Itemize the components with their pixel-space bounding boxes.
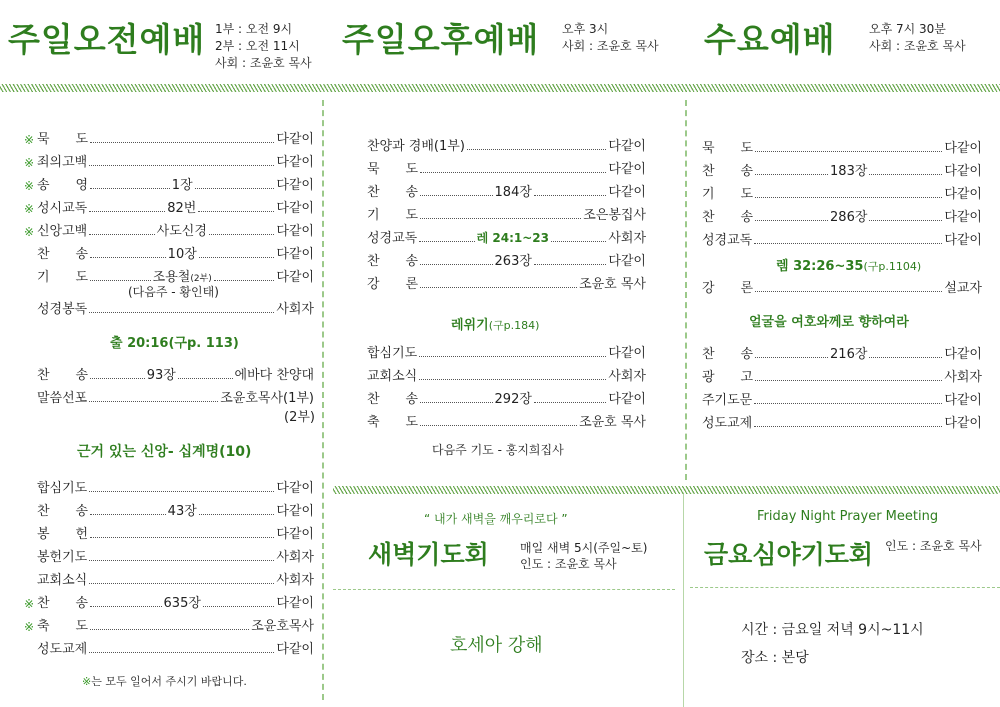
order-leader: 조윤호 목사 <box>579 415 646 430</box>
order-leader: 사회자 <box>276 573 314 588</box>
leader-dots <box>419 241 474 242</box>
order-row <box>24 170 314 193</box>
order-leader: 다같이 <box>276 504 315 519</box>
stand-mark: ※ <box>24 156 35 170</box>
order-row <box>24 294 314 317</box>
friday-prayer-english: Friday Night Prayer Meeting <box>757 509 939 524</box>
scripture-reading-row <box>24 294 314 317</box>
wednesday-scripture <box>776 255 921 274</box>
leader-dots <box>869 174 942 175</box>
leader-dots <box>209 234 274 235</box>
order-leader: 다같이 <box>944 164 982 179</box>
leader-dots <box>89 401 218 402</box>
order-label: 합심기도 <box>37 481 88 496</box>
leader-dots <box>89 234 154 235</box>
leader-dots <box>199 257 275 258</box>
leader-dots <box>89 560 274 561</box>
dawn-prayer-info-line: 인도 : 조윤호 목사 <box>520 557 617 571</box>
stand-mark: ※ <box>24 225 35 239</box>
leader-dots <box>89 491 274 492</box>
order-leader: 다같이 <box>276 247 315 262</box>
order-leader: 다같이 <box>608 346 646 361</box>
order-row <box>702 385 982 408</box>
order-row <box>702 156 982 179</box>
order-label: 광 고 <box>702 370 754 385</box>
order-leader: 조윤호목사 <box>251 619 314 634</box>
wednesday-info-line: 사회 : 조윤호 목사 <box>869 39 966 53</box>
leader-dots <box>419 356 606 357</box>
order-leader: 다같이 <box>944 393 982 408</box>
order-label: 성도교제 <box>37 642 88 657</box>
order-row <box>702 273 982 296</box>
order-leader: 다같이 <box>276 201 314 216</box>
order-label: 찬 송 <box>367 392 419 407</box>
order-label: 기 도 <box>37 270 89 285</box>
stand-mark: ※ <box>24 597 35 611</box>
order-label: 기 도 <box>367 208 419 223</box>
leader-dots <box>90 142 274 143</box>
order-row <box>702 202 982 225</box>
order-leader: 다같이 <box>276 132 314 147</box>
order-label: 성도교제 <box>702 416 753 431</box>
order-label: 축 도 <box>367 415 419 430</box>
order-leader: 사회자 <box>608 231 647 246</box>
order-row <box>24 147 314 170</box>
dawn-prayer-info-line: 매일 새벽 5시(주일~토) <box>520 541 648 555</box>
order-label: 찬 송 <box>37 596 89 611</box>
order-leader: 사회자 <box>276 550 314 565</box>
prayer-section-hatch <box>333 486 1000 494</box>
order-row <box>24 383 314 406</box>
dawn-prayer-info <box>520 540 647 572</box>
scripture-page-ref: (구p.1104) <box>863 260 922 273</box>
order-detail: 286장 <box>830 210 868 225</box>
order-row <box>24 611 314 634</box>
order-row <box>367 384 646 407</box>
prayer-name: 조용철 <box>152 270 191 285</box>
order-detail: 292장 <box>494 392 532 407</box>
order-leader: 다같이 <box>944 187 982 202</box>
order-leader: 사회자 <box>608 369 646 384</box>
leader-dots <box>754 403 942 404</box>
order-leader: 다같이 <box>276 481 314 496</box>
wednesday-order <box>702 133 982 248</box>
sunday-afternoon-order-2 <box>367 338 646 430</box>
order-label: 찬 송 <box>702 164 754 179</box>
sunday-morning-info <box>215 21 312 72</box>
order-row <box>24 360 314 383</box>
order-detail: 사도신경 <box>156 224 207 239</box>
sunday-morning-info-line: 사회 : 조윤호 목사 <box>215 56 312 70</box>
order-leader: 다같이 <box>944 416 982 431</box>
order-row <box>367 154 646 177</box>
order-detail: 216장 <box>830 347 868 362</box>
order-row <box>702 133 982 156</box>
order-detail: 93장 <box>146 368 176 383</box>
leader-dots <box>420 172 606 173</box>
leader-dots <box>198 211 274 212</box>
order-row <box>24 565 314 588</box>
leader-dots <box>89 312 274 313</box>
order-label: 송 영 <box>37 178 89 193</box>
leader-dots <box>90 280 151 281</box>
sunday-morning-scripture: 출 20:16(구p. 113) <box>110 336 239 351</box>
order-label: 교회소식 <box>367 369 418 384</box>
leader-dots <box>90 537 274 538</box>
order-label: 찬양과 경배(1부) <box>367 139 465 154</box>
stand-mark: ※ <box>24 179 35 193</box>
order-leader: 다같이 <box>276 270 315 285</box>
dawn-prayer-title: 새벽기도회 <box>368 540 489 569</box>
order-row <box>367 200 646 223</box>
order-label: 합심기도 <box>367 346 418 361</box>
sunday-morning-sermon-title: 근거 있는 신앙- 십계명(10) <box>77 444 252 460</box>
order-leader: 다같이 <box>944 347 982 362</box>
order-detail: 82번 <box>167 201 197 216</box>
dawn-prayer-quote: “ 내가 새벽을 깨우리로다 ” <box>424 512 568 526</box>
leader-dots <box>755 357 828 358</box>
order-label: 묵 도 <box>702 141 754 156</box>
friday-prayer-time: 시간 : 금요일 저녁 9시~11시 <box>741 622 924 638</box>
order-row <box>367 177 646 200</box>
order-leader: 다같이 <box>944 233 982 248</box>
order-label: 찬 송 <box>702 210 754 225</box>
wednesday-title: 수요예배 <box>704 20 836 59</box>
order-detail: 43장 <box>167 504 197 519</box>
order-leader: 다같이 <box>944 210 982 225</box>
order-row <box>702 179 982 202</box>
order-label: 강 론 <box>367 277 419 292</box>
leader-dots <box>755 380 942 381</box>
leader-dots <box>534 402 606 403</box>
order-leader: 다같이 <box>276 596 314 611</box>
order-row <box>367 361 646 384</box>
order-row <box>24 588 314 611</box>
leader-dots <box>869 357 942 358</box>
order-row <box>702 225 982 248</box>
order-leader: 다같이 <box>608 162 646 177</box>
prayer-section-divider <box>683 494 684 707</box>
next-week-prayer: (다음주 - 황인태) <box>128 285 219 299</box>
leader-dots <box>203 606 274 607</box>
order-row <box>24 239 314 262</box>
order-row <box>24 496 314 519</box>
stand-mark: ※ <box>82 675 92 688</box>
leader-dots <box>420 195 492 196</box>
leader-dots <box>90 514 166 515</box>
order-label: 주기도문 <box>702 393 753 408</box>
order-row <box>24 124 314 147</box>
order-detail: 184장 <box>494 185 532 200</box>
leader-dots <box>420 425 577 426</box>
order-row <box>367 338 646 361</box>
friday-prayer-title: 금요심야기도회 <box>704 540 874 569</box>
order-leader: 조은봉집사 <box>583 208 646 223</box>
leader-dots <box>534 195 606 196</box>
sunday-afternoon-info <box>562 21 659 55</box>
stand-mark: ※ <box>24 620 35 634</box>
order-detail-scripture: 레 24:1~23 <box>476 231 549 245</box>
order-leader: 에바다 찬양대 <box>234 368 314 383</box>
order-row <box>367 246 646 269</box>
sermon-page-ref: (구p.184) <box>488 319 540 332</box>
leader-dots <box>420 402 492 403</box>
order-row <box>367 223 646 246</box>
scripture-passage: 렘 32:26~35 <box>776 259 864 274</box>
sunday-afternoon-order <box>367 131 646 292</box>
order-leader: 다같이 <box>276 155 314 170</box>
leader-dots <box>178 378 233 379</box>
wednesday-sermon-title: 얼굴을 여호와께로 향하여라 <box>749 315 909 330</box>
wednesday-info-line: 오후 7시 30분 <box>869 22 946 36</box>
order-label: 찬 송 <box>367 254 419 269</box>
dawn-prayer-rule <box>333 589 675 590</box>
sunday-morning-info-line: 1부 : 오전 9시 <box>215 22 293 36</box>
stand-mark: ※ <box>24 133 35 147</box>
leader-dots <box>419 379 606 380</box>
order-row <box>702 362 982 385</box>
order-leader: 설교자 <box>944 281 982 296</box>
order-detail: 635장 <box>163 596 201 611</box>
column-divider-right <box>685 100 687 480</box>
leader-dots <box>420 287 577 288</box>
order-label: 성경교독 <box>367 231 418 246</box>
order-label: 찬 송 <box>37 247 89 262</box>
order-row <box>24 634 314 657</box>
sunday-morning-order <box>24 124 314 285</box>
column-divider-left <box>322 100 324 700</box>
order-leader: 다같이 <box>276 642 314 657</box>
leader-dots <box>89 583 274 584</box>
order-leader: 다같이 <box>608 392 646 407</box>
leader-dots <box>195 188 275 189</box>
order-label: 찬 송 <box>702 347 754 362</box>
order-label: 찬 송 <box>367 185 419 200</box>
leader-dots <box>90 378 145 379</box>
friday-prayer-leader: 인도 : 조윤호 목사 <box>885 539 982 553</box>
leader-dots <box>755 151 942 152</box>
order-label: 기 도 <box>702 187 754 202</box>
leader-dots <box>755 174 828 175</box>
leader-dots <box>90 606 161 607</box>
order-leader: 다같이 <box>944 141 982 156</box>
order-leader: 다같이 <box>276 527 314 542</box>
order-label: 신앙고백 <box>37 224 88 239</box>
sunday-afternoon-sermon-title <box>451 314 539 333</box>
order-leader: 조윤호목사(1부) <box>220 391 314 406</box>
order-row <box>367 269 646 292</box>
leader-dots <box>214 280 275 281</box>
leader-dots <box>869 220 942 221</box>
order-leader: 사회자 <box>944 370 982 385</box>
sunday-afternoon-info-line: 오후 3시 <box>562 22 609 36</box>
wednesday-order-2 <box>702 339 982 431</box>
sunday-afternoon-info-line: 사회 : 조윤호 목사 <box>562 39 659 53</box>
order-label: 말씀선포 <box>37 391 88 406</box>
standing-footnote-text: 는 모두 일어서 주시기 바랍니다. <box>91 675 247 688</box>
order-label: 성경봉독 <box>37 302 88 317</box>
leader-dots <box>467 149 606 150</box>
leader-dots <box>534 264 606 265</box>
stand-mark: ※ <box>24 202 35 216</box>
order-leader: 조윤호 목사 <box>579 277 646 292</box>
leader-dots <box>420 218 581 219</box>
leader-dots <box>90 629 249 630</box>
sunday-afternoon-title: 주일오후예배 <box>342 20 540 59</box>
order-label: 묵 도 <box>37 132 89 147</box>
leader-dots <box>89 211 165 212</box>
sunday-morning-order-2 <box>24 360 314 406</box>
wednesday-sermon-row <box>702 273 982 296</box>
leader-dots <box>420 264 492 265</box>
order-leader: 다같이 <box>608 254 646 269</box>
order-label: 축 도 <box>37 619 89 634</box>
dawn-prayer-study: 호세아 강해 <box>450 635 543 656</box>
order-leader: 다같이 <box>276 224 314 239</box>
order-leader: 다같이 <box>276 178 314 193</box>
order-label: 교회소식 <box>37 573 88 588</box>
order-detail: 183장 <box>830 164 868 179</box>
sunday-afternoon-next-prayer: 다음주 기도 - 홍지희집사 <box>432 443 564 457</box>
friday-prayer-rule <box>690 587 1000 588</box>
order-row <box>24 542 314 565</box>
leader-dots <box>90 257 166 258</box>
order-leader: 다같이 <box>608 139 646 154</box>
leader-dots <box>551 241 606 242</box>
leader-dots <box>199 514 275 515</box>
order-row <box>367 131 646 154</box>
order-label: 강 론 <box>702 281 754 296</box>
leader-dots <box>755 220 828 221</box>
order-label: 찬 송 <box>37 504 89 519</box>
order-row <box>367 407 646 430</box>
leader-dots <box>754 426 942 427</box>
order-detail: 1장 <box>171 178 193 193</box>
leader-dots <box>755 197 942 198</box>
leader-dots <box>90 188 170 189</box>
order-label: 봉 헌 <box>37 527 89 542</box>
leader-dots <box>754 243 942 244</box>
order-leader: 다같이 <box>608 185 646 200</box>
order-row <box>702 339 982 362</box>
order-label: 찬 송 <box>37 368 89 383</box>
friday-prayer-place: 장소 : 본당 <box>741 650 809 666</box>
order-row <box>24 519 314 542</box>
order-label: 성경교독 <box>702 233 753 248</box>
sunday-morning-info-line: 2부 : 오전 11시 <box>215 39 300 53</box>
order-label: 죄의고백 <box>37 155 88 170</box>
sunday-morning-order-3 <box>24 473 314 657</box>
wednesday-info <box>869 21 966 55</box>
order-detail: 263장 <box>494 254 532 269</box>
order-leader: 사회자 <box>276 302 314 317</box>
order-label: 성시교독 <box>37 201 88 216</box>
prayer-service: (2부) <box>190 274 212 284</box>
leader-dots <box>89 165 274 166</box>
leader-dots <box>89 652 274 653</box>
order-label: 봉헌기도 <box>37 550 88 565</box>
second-service-note: (2부) <box>284 410 315 425</box>
order-row <box>702 408 982 431</box>
sunday-morning-title: 주일오전예배 <box>8 20 206 59</box>
leader-dots <box>755 291 942 292</box>
sermon-book: 레위기 <box>451 318 489 333</box>
order-detail: 10장 <box>167 247 197 262</box>
order-row <box>24 473 314 496</box>
order-row <box>24 193 314 216</box>
order-label: 묵 도 <box>367 162 419 177</box>
standing-footnote <box>82 673 247 689</box>
friday-prayer-details <box>741 616 924 672</box>
order-row <box>24 216 314 239</box>
order-row <box>24 262 314 285</box>
header-hatch-divider <box>0 84 1000 92</box>
